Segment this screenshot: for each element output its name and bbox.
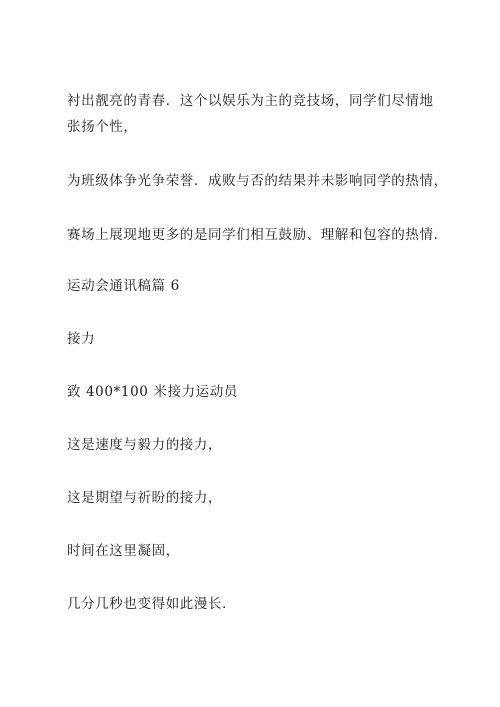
poem-line-3: 时间在这里凝固， [67,543,180,559]
poem-line-4: 几分几秒也变得如此漫长． [67,596,237,612]
poem-dedication: 致 400*100 米接力运动员 [67,384,238,400]
paragraph-1: 衬出靓亮的青春．这个以娱乐为主的竞技场，同学们尽情地张扬个性， [67,93,434,135]
poem-line-1: 这是速度与毅力的接力， [67,437,223,453]
paragraph-3: 赛场上展现地更多的是同学们相互鼓励、理解和包容的热情． [67,227,448,243]
poem-title: 接力 [67,331,96,347]
paragraph-2: 为班级体争光争荣誉．成败与否的结果并未影响同学的热情， [67,173,448,189]
section-heading: 运动会通讯稿篇 6 [67,278,180,294]
poem-line-2: 这是期望与祈盼的接力， [67,490,223,506]
